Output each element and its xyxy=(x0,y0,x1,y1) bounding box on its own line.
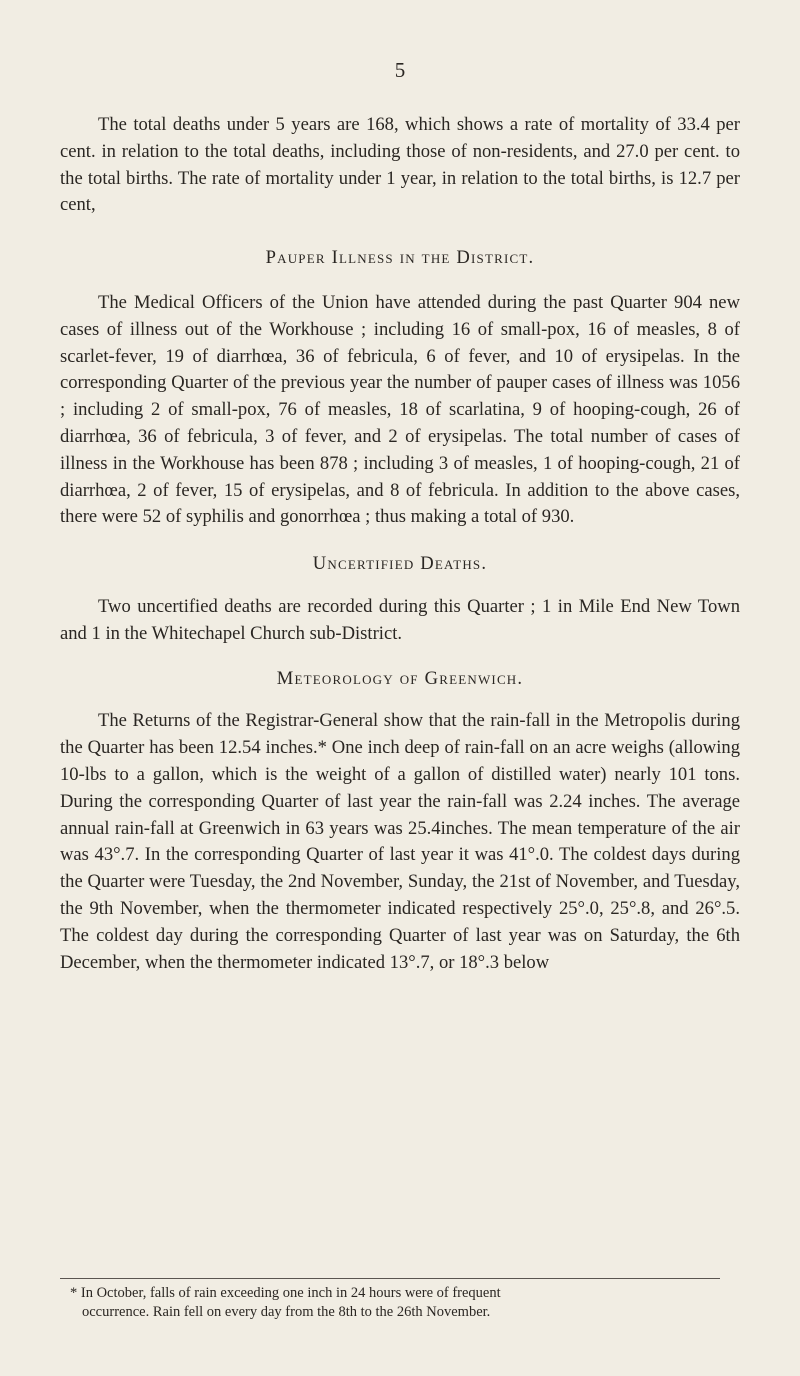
heading-pauper-illness: Pauper Illness in the District. xyxy=(265,247,535,269)
heading-meteorology: Meteorology of Greenwich. xyxy=(276,667,524,689)
paragraph-pauper-illness: The Medical Officers of the Union have attended during the past Quarter 904 new cases of illness out of the Workhouse ; including 16 of small-pox, 16 of measles, 8 of scarlet-fever, 19 of diarrhœa, 36 of febricula, 6 of fever, and 10 of erysipelas. In the corresponding Quarter of the previous year the number of pauper cases of illness was 1056 ; including 2 of small-pox, 76 of measles, 18 of scarlatina, 9 of hooping-cough, 26 of diarrhœa, 36 of febricula, 3 of fever, and 2 of erysipelas. The total number of cases of illness in the Workhouse has been 878 ; including 3 of measles, 1 of hooping-cough, 21 of diarrhœa, 2 of fever, 15 of erysipelas, and 8 of febricula. In addition to the above cases, there were 52 of syphilis and gonorrhœa ; thus making a total of 930. xyxy=(60,291,740,528)
page-number: 5 xyxy=(394,58,406,82)
footnote xyxy=(60,1284,740,1322)
paragraph-meteorology: The Returns of the Registrar-General show that the rain-fall in the Metropolis during the Quarter has been 12.54 inches.* One inch deep of rain-fall on an acre weighs (allowing 10-lbs to a gallon, which is the weight of a gallon of distilled water) nearly 101 tons. During the corresponding Quarter of last year the rain-fall was 2.24 inches. The average annual rain-fall at Greenwich in 63 years was 25.4inches. The mean temperature of the air was 43°.7. In the corresponding Quarter of last year it was 41°.0. The coldest days during the Quarter were Tuesday, the 2nd November, Sunday, the 21st of November, and Tuesday, the 9th November, when the thermometer indicated respectively 25°.0, 25°.8, and 26°.5. The coldest day during the corresponding Quarter of last year was on Saturday, the 6th December, when the thermometer indicated 13°.7, or 18°.3 below xyxy=(60,710,740,973)
body-text xyxy=(60,112,740,976)
footnote-line-1: * In October, falls of rain exceeding one inch in 24 hours were of frequent xyxy=(70,1285,501,1301)
heading-uncertified-deaths: Uncertified Deaths. xyxy=(312,553,488,575)
paragraph-mortality: The total deaths under 5 years are 168, which shows a rate of mortality of 33.4 per cent. in relation to the total deaths, including those of non-residents, and 27.0 per cent. to the total births. The rate of mortality under 1 year, in relation to the total births, is 12.7 per cent, xyxy=(60,114,740,216)
footnote-line-2: occurrence. Rain fell on every day from the 8th to the 26th November. xyxy=(82,1304,491,1320)
footnote-divider xyxy=(60,1278,720,1279)
paragraph-uncertified-deaths: Two uncertified deaths are recorded during this Quarter ; 1 in Mile End New Town and 1 in the Whitechapel Church sub-District. xyxy=(60,595,740,644)
